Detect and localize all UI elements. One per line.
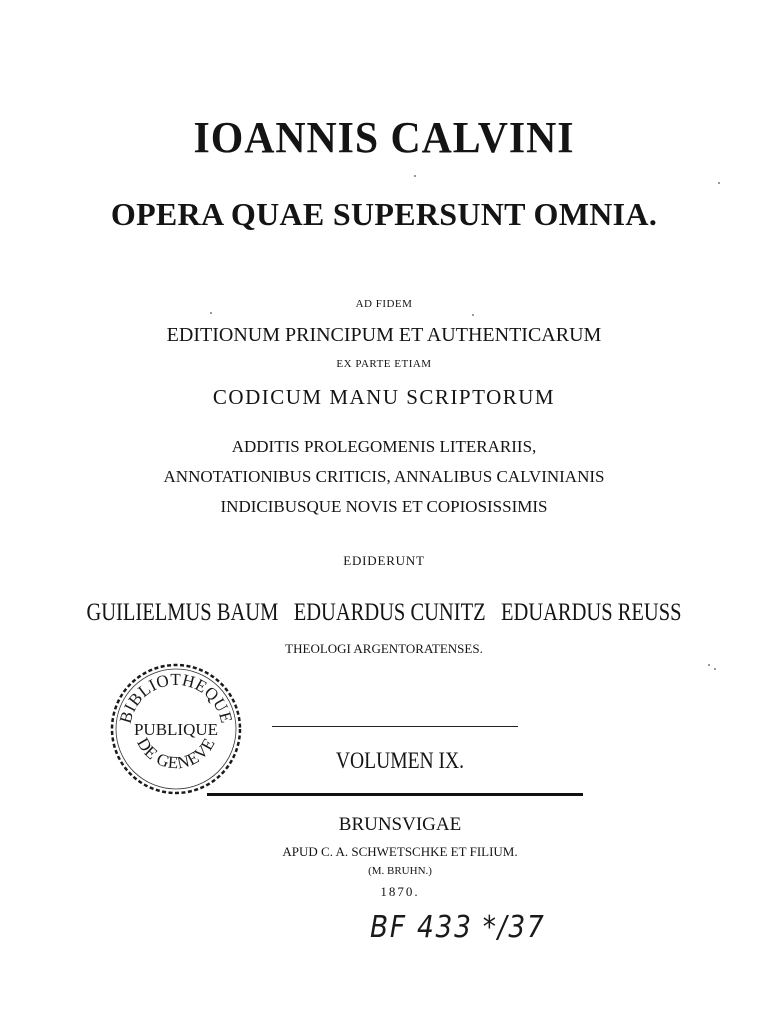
svg-text:DE GENEVE: [133, 734, 219, 772]
short-divider: [272, 726, 518, 727]
stamp-bottom-text: DE GENEVE: [133, 734, 219, 773]
paper-speck: [718, 182, 720, 184]
paper-speck: [708, 664, 710, 666]
svg-text:BIBLIOTHEQUE: [116, 670, 237, 725]
imprint-bruhn: (M. BRUHN.): [368, 865, 432, 877]
codicum-line: CODICUM MANU SCRIPTORUM: [212, 385, 556, 409]
author-title: IOANNIS CALVINI: [193, 113, 575, 162]
ad-fidem-line: AD FIDEM: [355, 298, 413, 310]
handwritten-shelfmark: BF 433 */37: [370, 910, 546, 945]
indicibus-line: INDICIBUSQUE NOVIS ET COPIOSISSIMIS: [220, 497, 548, 516]
additis-line: ADDITIS PROLEGOMENIS LITERARIIS,: [231, 437, 537, 456]
imprint-publisher: APUD C. A. SCHWETSCHKE ET FILIUM.: [282, 844, 518, 859]
paper-speck: [472, 314, 474, 316]
imprint-year: 1870.: [380, 884, 420, 899]
paper-speck: [714, 668, 716, 670]
library-stamp: [106, 659, 246, 799]
ediderunt-line: EDIDERUNT: [343, 553, 425, 568]
thick-divider: [207, 793, 583, 796]
volume-number: VOLUMEN IX.: [335, 748, 465, 773]
editors-line: GUILIELMUS BAUM EDUARDUS CUNITZ EDUARDUS REUSS: [86, 599, 682, 626]
editionum-line: EDITIONUM PRINCIPUM ET AUTHENTICARUM: [166, 324, 602, 346]
theologi-line: THEOLOGI ARGENTORATENSES.: [285, 641, 483, 656]
annotationibus-line: ANNOTATIONIBUS CRITICIS, ANNALIBUS CALVINIANIS: [163, 467, 605, 486]
paper-speck: [414, 175, 416, 177]
imprint-city: BRUNSVIGAE: [338, 814, 462, 835]
stamp-top-text: BIBLIOTHEQUE: [115, 669, 237, 726]
stamp-middle-text: PUBLIQUE: [133, 720, 219, 739]
work-title: OPERA QUAE SUPERSUNT OMNIA.: [110, 196, 658, 232]
paper-speck: [210, 312, 212, 314]
ex-parte-line: EX PARTE ETIAM: [336, 358, 432, 370]
